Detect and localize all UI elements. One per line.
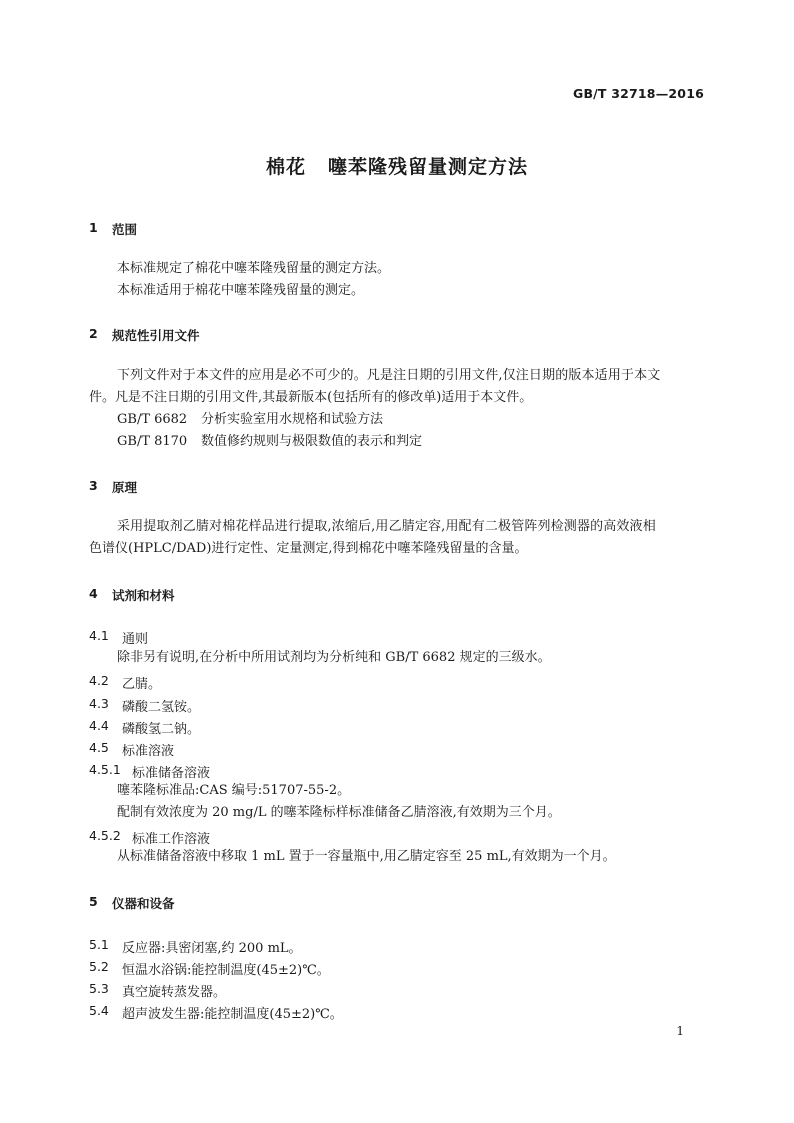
subsection-number: 5.1 — [89, 937, 109, 952]
section-number: 3 — [89, 478, 98, 493]
subsection-number: 4.5 — [89, 740, 109, 755]
paragraph: 下列文件对于本文件的应用是必不可少的。凡是注日期的引用文件,仅注日期的版本适用于本文 — [117, 368, 661, 383]
subsection-number: 4.3 — [89, 696, 109, 711]
subsection-number: 4.2 — [89, 673, 109, 688]
paragraph: 色谱仪(HPLC/DAD)进行定性、定量测定,得到棉花中噻苯隆残留量的含量。 — [89, 541, 528, 556]
section-title: 仪器和设备 — [112, 896, 175, 911]
subsection-title: 标准溶液 — [122, 744, 175, 759]
section-number: 1 — [89, 220, 98, 235]
subsection-text: 磷酸氢二钠。 — [122, 722, 201, 737]
subsection-number: 4.1 — [89, 628, 109, 643]
paragraph: 噻苯隆标准品:CAS 编号:51707-55-2。 — [117, 783, 351, 798]
subsection-number: 4.4 — [89, 718, 109, 733]
subsection-text: 恒温水浴锅:能控制温度(45±2)℃。 — [122, 963, 330, 978]
reference-item — [117, 413, 383, 427]
subsection-text: 乙腈。 — [122, 677, 162, 692]
section-title: 原理 — [112, 480, 138, 495]
reference-item — [117, 435, 422, 449]
paragraph: 除非另有说明,在分析中所用试剂均为分析纯和 GB/T 6682 规定的三级水。 — [117, 650, 551, 665]
subsection-number: 5.4 — [89, 1003, 109, 1018]
subsection-text: 真空旋转蒸发器。 — [122, 985, 227, 1000]
standard-number: GB/T 32718—2016 — [572, 86, 704, 101]
subsection-text: 磷酸二氢铵。 — [122, 700, 201, 715]
paragraph: 配制有效浓度为 20 mg/L 的噻苯隆标样标准储备乙腈溶液,有效期为三个月。 — [117, 805, 561, 820]
title-part-a: 棉花 — [265, 156, 306, 178]
paragraph: 从标准储备溶液中移取 1 mL 置于一容量瓶中,用乙腈定容至 25 mL,有效期为一个月。 — [117, 849, 616, 864]
document-title — [0, 152, 794, 179]
reference-code: GB/T 8170 — [117, 434, 188, 449]
section-number: 4 — [89, 586, 98, 601]
reference-title: 分析实验室用水规格和试验方法 — [201, 412, 384, 427]
subsection-number: 4.5.2 — [89, 828, 121, 843]
section-number: 5 — [89, 894, 98, 909]
paragraph: 采用提取剂乙腈对棉花样品进行提取,浓缩后,用乙腈定容,用配有二极管阵列检测器的高效液相 — [117, 519, 656, 534]
section-title: 规范性引用文件 — [112, 328, 200, 343]
section-title: 范围 — [112, 222, 138, 237]
section-number: 2 — [89, 326, 98, 341]
paragraph: 本标准适用于棉花中噻苯隆残留量的测定。 — [117, 283, 365, 298]
subsection-number: 5.3 — [89, 981, 109, 996]
subsection-number: 5.2 — [89, 959, 109, 974]
section-title: 试剂和材料 — [112, 588, 175, 603]
subsection-text: 超声波发生器:能控制温度(45±2)℃。 — [122, 1007, 343, 1022]
reference-title: 数值修约规则与极限数值的表示和判定 — [201, 434, 423, 449]
subsection-number: 4.5.1 — [89, 762, 121, 777]
paragraph: 件。凡是不注日期的引用文件,其最新版本(包括所有的修改单)适用于本文件。 — [89, 390, 533, 405]
subsection-title: 通则 — [122, 632, 149, 647]
title-part-b: 噻苯隆残留量测定方法 — [328, 156, 529, 178]
subsection-title: 标准工作溶液 — [132, 832, 211, 847]
subsection-text: 反应器:具密闭塞,约 200 mL。 — [122, 941, 302, 956]
page-number: 1 — [676, 1024, 684, 1038]
reference-code: GB/T 6682 — [117, 412, 188, 427]
paragraph: 本标准规定了棉花中噻苯隆残留量的测定方法。 — [117, 261, 391, 276]
subsection-title: 标准储备溶液 — [132, 766, 211, 781]
